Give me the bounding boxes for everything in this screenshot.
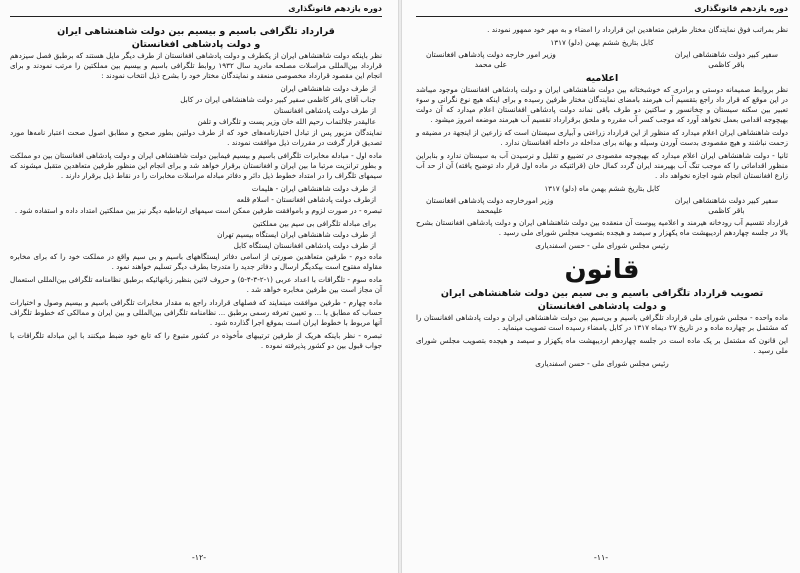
office-iran: از طرف دولت شاهنشاهی ایران - هلیمات xyxy=(251,184,376,193)
signature-row xyxy=(426,196,778,216)
page-number: -۱۲- xyxy=(191,553,207,562)
wireless-station-afghanistan: از طرف دولت پادشاهی افغانستان ایستگاه کابل xyxy=(233,241,376,250)
president-signature: رئیس مجلس شورای ملی - حسن اسفندیاری xyxy=(535,359,669,368)
signatory-role: سفیر کبیر دولت شاهنشاهی ایران xyxy=(674,196,778,205)
treaty-intro: نظر باینکه دولت شاهنشاهی ایران از یکطرف و دولت پادشاهی افغانستان از طرف دیگر مایل هستند که برطبق فصل سیزدهم قرارداد بین‌المللی مراسلات مصلحه مادرید سال ۱۹۳۲ روابط تلگرافی باسیم و بیسیم بین مملکتین را مرتب نمودند و برای انجام این مقصود قرارداد مخصوصی منعقد و نمایندگان مختار خود را بشرح ذیل انتخاب نمودند : xyxy=(10,51,382,80)
note-4: تبصره - نظر باینکه هریک از طرفین ترتیبهای مأخوذه در کشور متبوع را که تابع خود ضبط میکنند با این مبادله تلگرافات با جواب قبول بین دو کشور پذیرفته نموده . xyxy=(10,331,382,350)
signatory-role: وزیر امورخارجه دولت پادشاهی افغانستان xyxy=(426,196,554,205)
page-number: -۱۱- xyxy=(593,553,609,562)
representative-name: عالیقدر جلالتماب رحیم الله خان وزیر پست و تلگراف و تلفن xyxy=(197,117,376,126)
signature-afghanistan xyxy=(426,196,553,216)
signature-iran xyxy=(675,50,778,70)
representative-label: از طرف دولت پادشاهی افغانستان xyxy=(273,106,376,115)
signatory-name: علی محمد xyxy=(474,60,508,69)
signatory-name: باقر کاظمی xyxy=(708,60,745,69)
article-4: ماده چهارم - طرفین موافقت مینمایند که فصلهای قرارداد راجع به مقدار مخابرات تلگرافی باسیم و بیسیم وصول و اختیارات حساب که مطابق با ... و تعیین تعرفه رسمی برطبق ... نظامنامه تلگرافی بین‌المللی و بین ایران و ممالکی که خطوط تلگراف آنها مربوط با خطوط ایران است بموقع اجرا گذارده شود . xyxy=(10,298,382,327)
article-1: ماده اول - مبادله مخابرات تلگرافی باسیم و بیسیم فیمابین دولت شاهنشاهی ایران و دولت پادشاهی افغانستان بین دو مملکت و بطور ترانزیت مرتبا ما بین ایران و افغانستان برقرار خواهد شد و برای انجام این منظور طرفین متعاهدین متقبل میشوند که سیمهای تلگراف را در امتداد خطوط ذیل دائر و دفاتر مبادله مراسلات مخابرات را در نقاط ذیل برقرار دارند . xyxy=(10,151,382,180)
signing-date: کابل بتاریخ ششم بهمن (دلو) ۱۳۱۷ xyxy=(550,38,654,47)
note-1: تبصره - در صورت لزوم و باموافقت طرفین ممکن است سیمهای ارتباطیه دیگر نیز بین مملکتین امتداد داده و استفاده شود . xyxy=(14,206,382,215)
law-heading: قانون xyxy=(564,255,640,285)
president-signature: رئیس مجلس شورای ملی - حسن اسفندیاری xyxy=(535,241,669,250)
single-article: ماده واحده - مجلس شورای ملی قرارداد تلگرافی باسیم و بی‌سیم بین دولت شاهنشاهی ایران و دولت پادشاهی افغانستان را که مشتمل بر چهارده ماده و در تاریخ ۲۷ دیماه ۱۳۱۷ در کابل بامضاء رسیده است تصویب مینماید . xyxy=(416,313,788,332)
article-3: ماده سوم - تلگرافات با اعداد عربی (۱-۲-۳-۴-۵) و حروف لاتین بنظیر زبانهائیکه برطبق نظامنامه تلگرافی بین‌المللی استعمال آن مجاز است بین طرفین مخابره خواهد شد . xyxy=(10,275,382,294)
wireless-station-iran: از طرف دولت شاهنشاهی ایران ایستگاه بیسیم تهران xyxy=(217,230,376,239)
signatory-name: علیمحمد xyxy=(476,206,503,215)
office-afghanistan: ازطرف دولت پادشاهی افغانستان - اسلام قلعه xyxy=(236,195,376,204)
announcement-paragraph: ثانیا - دولت شاهنشاهی ایران اعلام میدارد که بهیچوجه مقصودی در تضییع و تقلیل و نرسیدن آب به سیستان ندارد و بنابراین منظور اقداماتی را که موجب تنگ آب بهیرمند ایران گردد کمال خان (قرائتیکه در ماده اول قرار داد توضیح یافته) آن از حد آب زارع افغانستان انجام شود اجازه نخواهد داد . xyxy=(416,151,788,180)
representative-name: جناب آقای باقر کاظمی سفیر کبیر دولت شاهنشاهی ایران در کابل xyxy=(180,95,376,104)
signature-afghanistan xyxy=(426,50,556,70)
signature-row xyxy=(426,50,778,70)
signatory-role: سفیر کبیر دولت شاهنشاهی ایران xyxy=(674,50,778,59)
treaty-title: قرارداد تلگرافی باسیم و بیسیم بین دولت شاهنشاهی ایران xyxy=(57,26,335,37)
announcement-paragraph: دولت شاهنشاهی ایران اعلام میدارد که منظور از این قرارداد زراعتی و آبیاری سیستان است که زارعین از اینجهة در مضیقه و زحمت نباشند و هیچ مقصودی بدست آوردن وسیله و بهانه برای مداخله در داخله افغانستان ندارد . xyxy=(416,128,788,147)
right-page xyxy=(402,0,800,573)
ratification-paragraph: قرارداد تقسیم آب رودخانه هیرمند و اعلامیه پیوست آن منعقده بین دولت شاهنشاهی ایران و دولت پادشاهی افغانستان بشرح بالا در جلسه چهاردهم اردیبهشت ماه یکهزار و سیصد و هیجده بتصویب مجلس شورای ملی رسید . xyxy=(416,218,788,237)
treaty-subtitle: و دولت پادشاهی افغانستان xyxy=(131,39,261,50)
signing-date: کابل بتاریخ ششم بهمن ماه (دلو) ۱۳۱۷ xyxy=(544,184,660,193)
article-2: ماده دوم - طرفین متعاهدین صورتی از اسامی دفاتر ایستگاههای باسیم و بی سیم واقع در مملکت خود را که برای مخابره مقاوله مفتوح است بیکدیگر ارسال و دفاتر جدید را متدرجا بطرف دیگر تسلیم خواهند نمود . xyxy=(10,252,382,271)
law-title: تصویب قرارداد تلگرافی باسیم و بی سیم بین دولت شاهنشاهی ایران xyxy=(440,288,764,299)
page-header: دوره یازدهم قانونگذاری xyxy=(10,4,382,17)
signature-iran xyxy=(675,196,778,216)
law-subtitle: و دولت پادشاهی افغانستان xyxy=(537,301,667,312)
wireless-heading: برای مبادله تلگرافی بی سیم بین مملکتین xyxy=(252,219,376,228)
page-header: دوره یازدهم قانونگذاری xyxy=(416,4,788,17)
single-article-end: این قانون که مشتمل بر یک ماده است در جلسه چهاردهم اردیبهشت ماه یکهزار و سیصد و هیجده بتصویب مجلس شورای ملی رسید . xyxy=(416,336,788,355)
powers-paragraph: نمایندگان مزبور پس از تبادل اختیارنامه‌های خود که از طرف دولتین بطور صحیح و مطابق اصول صحت اعتبار نامه‌ها مورد تصدیق قرار گرفت در مقررات ذیل موافقت نمودند . xyxy=(10,128,382,147)
signatory-role: وزیر امور خارجه دولت پادشاهی افغانستان xyxy=(426,50,556,59)
signatory-name: باقر کاظمی xyxy=(708,206,745,215)
announcement-heading: اعلامیه xyxy=(585,73,619,84)
representative-label: از طرف دولت شاهنشاهی ایران xyxy=(280,84,376,93)
left-page xyxy=(0,0,398,573)
announcement-paragraph: نظر بروابط صمیمانه دوستی و برادری که خوشبختانه بین دولت شاهنشاهی ایران و دولت پادشاهی افغانستان موجود میباشد در این موقع که قرار داد راجع بتقسیم آب هیرمند بامضای نمایندگان مختار طرفین رسیده و برای اینکه هیچ نوع نگرانی و سوء تعبیر بین سکنه سیستان و چخانسور و ساکنین دو طرف باقی نماند دولت پادشاهی افغانستان اعلام میدارد که آن دولت بهیچوجه اقدامی بعمل نخواهد آورد که موجب کسر آب مقرره و ملحق برقرارداد تقسیم آب هیرمند موضعه امروز میشود . xyxy=(416,85,788,124)
closing-statement: نظر بمراتب فوق نمایندگان مختار طرفین متعاهدین این قرارداد را امضاء و به مهر خود ممهور نمودند . xyxy=(487,25,788,34)
